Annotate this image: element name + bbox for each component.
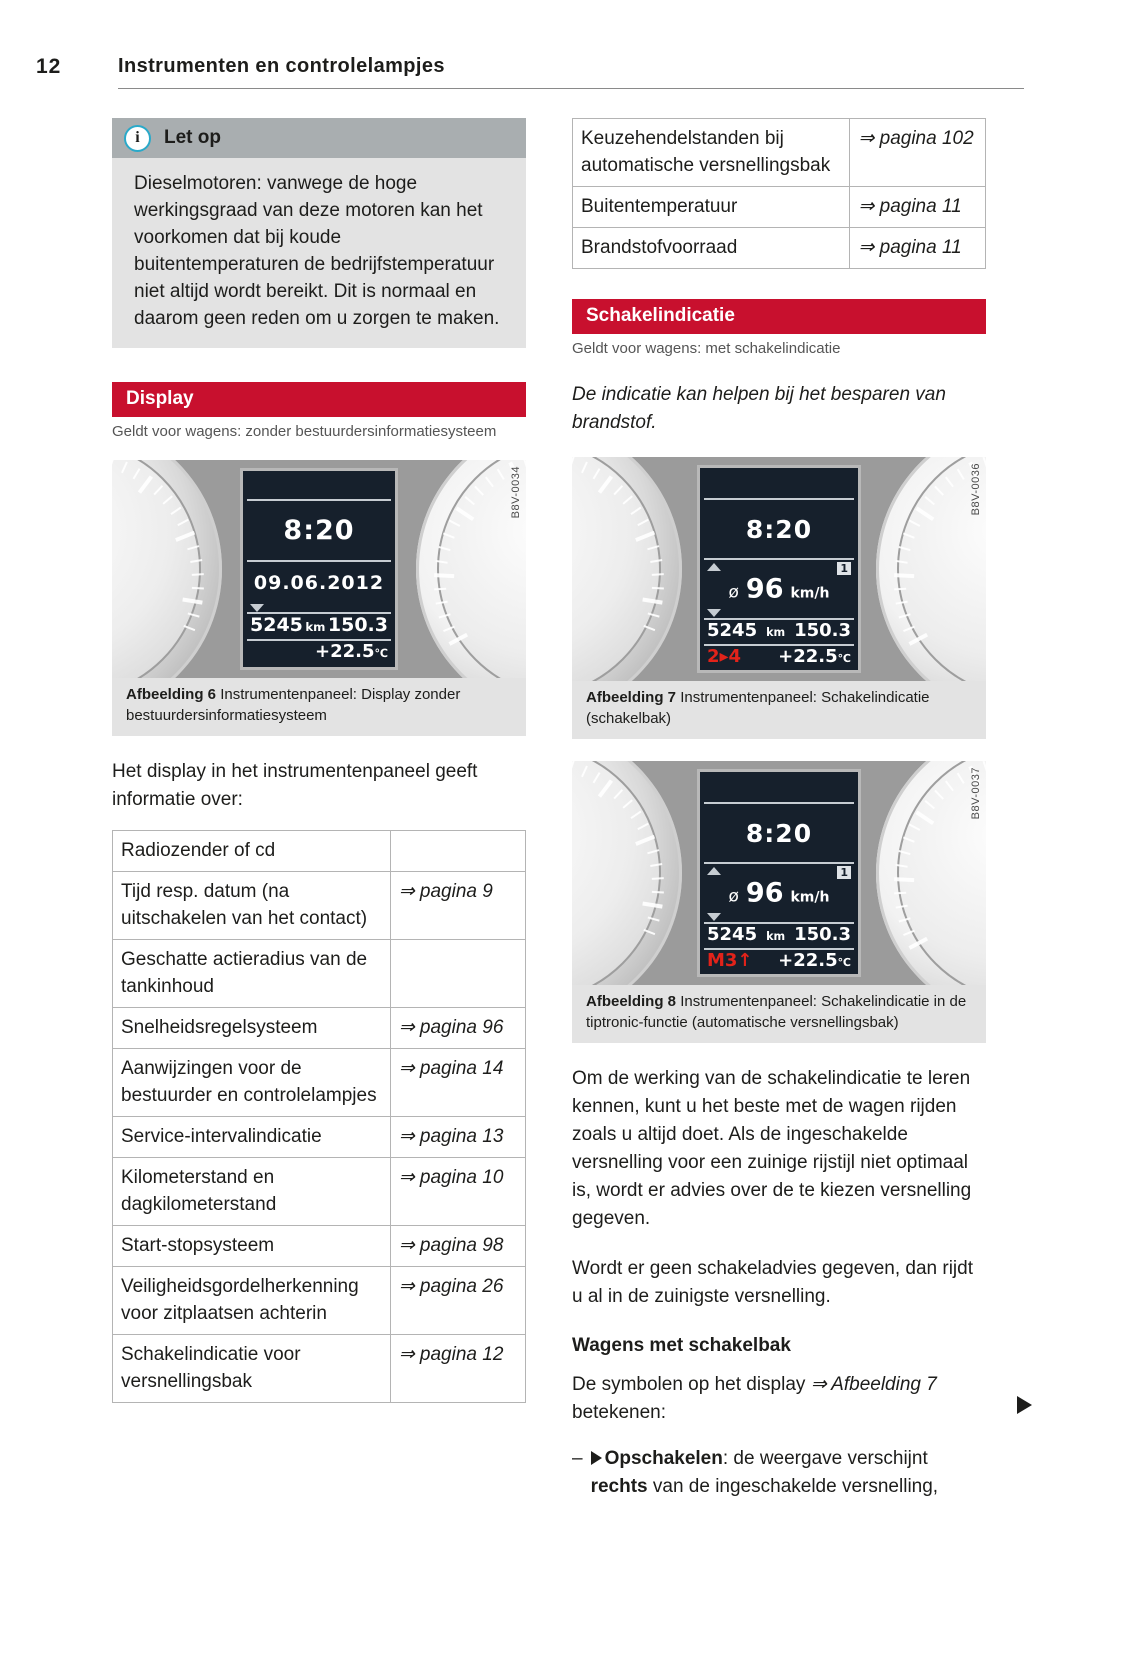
table-cell-item: Aanwijzingen voor de bestuurder en controlelampjes xyxy=(113,1049,391,1117)
figure-8-caption xyxy=(572,985,986,1043)
section-heading-schakelindicatie: Schakelindicatie xyxy=(572,299,986,334)
page-number: 12 xyxy=(36,55,62,78)
table-cell-item: Buitentemperatuur xyxy=(573,187,850,228)
table-row xyxy=(573,187,986,228)
table-cell-reference[interactable]: ⇒ pagina 13 xyxy=(390,1117,525,1158)
table-cell-item: Keuzehendelstanden bij automatische versnellingsbak xyxy=(573,119,850,187)
table-row xyxy=(573,228,986,269)
left-dial xyxy=(572,761,682,985)
average-symbol: ø xyxy=(728,582,739,603)
section-subtitle-display: Geldt voor wagens: zonder bestuurdersinformatiesysteem xyxy=(112,423,497,440)
figure-6-caption xyxy=(112,678,526,736)
page-header xyxy=(0,55,1142,97)
odometer-value: 5245 xyxy=(707,924,758,946)
gear-badge: 1 xyxy=(837,866,851,879)
temperature-unit: ℃ xyxy=(837,955,851,969)
bullet-dash: – xyxy=(572,1448,583,1469)
shift-bullet-1 xyxy=(572,1445,986,1501)
shift-lead-paragraph: De indicatie kan helpen bij het besparen van brandstof. xyxy=(572,384,946,433)
shift-subheading: Wagens met schakelbak xyxy=(572,1335,791,1356)
table-cell-reference[interactable]: ⇒ pagina 11 xyxy=(850,187,986,228)
speed-value: 96 xyxy=(745,573,784,605)
table-cell-reference[interactable]: ⇒ pagina 98 xyxy=(390,1226,525,1267)
figure-7-caption-text: Instrumentenpaneel: Schakelindicatie (schakelbak) xyxy=(586,689,930,727)
figure-8-caption-text: Instrumentenpaneel: Schakelindicatie in de tiptronic-functie (automatische versnellingsbak) xyxy=(586,993,967,1031)
odometer-unit: km xyxy=(766,626,786,640)
display-screen-6 xyxy=(240,468,398,670)
clock-readout: 8:20 xyxy=(745,514,813,544)
table-row xyxy=(113,1049,526,1117)
table-cell-item: Service-intervalindicatie xyxy=(113,1117,391,1158)
table-cell-item: Radiozender of cd xyxy=(113,831,391,872)
gear-badge: 1 xyxy=(837,562,851,575)
temperature-unit: ℃ xyxy=(837,651,851,665)
table-row xyxy=(113,940,526,1008)
section-subtitle-schakelindicatie: Geldt voor wagens: met schakelindicatie xyxy=(572,340,841,357)
continuation-arrow-icon xyxy=(1017,1396,1032,1414)
temperature-unit: ℃ xyxy=(374,647,388,661)
table-cell-item: Geschatte actieradius van de tankinhoud xyxy=(113,940,391,1008)
header-divider xyxy=(118,88,1024,89)
right-column xyxy=(572,118,986,1501)
figure-8-caption-label: Afbeelding 8 xyxy=(586,993,677,1010)
table-cell-item: Tijd resp. datum (na uitschakelen van het contact) xyxy=(113,872,391,940)
display-screen-8 xyxy=(697,769,861,977)
shift-paragraph-3-a: De symbolen op het display xyxy=(572,1374,811,1395)
continued-reference-table xyxy=(572,118,986,269)
table-cell-reference[interactable]: ⇒ pagina 102 xyxy=(850,119,986,187)
figure-8-code: B8V-0037 xyxy=(970,767,982,820)
arrow-down-icon xyxy=(707,913,721,921)
table-row xyxy=(113,872,526,940)
trip-value: 150.3 xyxy=(794,924,851,946)
table-row xyxy=(113,1117,526,1158)
trip-value: 150.3 xyxy=(327,613,388,636)
temperature-value: +22.5 xyxy=(778,949,838,971)
instrument-cluster-graphic xyxy=(112,460,526,678)
figure-8 xyxy=(572,761,986,1043)
table-row xyxy=(113,1267,526,1335)
date-readout: 09.06.2012 xyxy=(253,571,385,594)
shift-indication: M3↑ xyxy=(707,949,753,971)
bullet-1-emphasis: rechts xyxy=(590,1476,648,1497)
figure-7-code: B8V-0036 xyxy=(970,463,982,516)
note-title: Let op xyxy=(164,127,221,148)
shift-paragraph-3-b: betekenen: xyxy=(572,1402,667,1423)
info-icon: i xyxy=(124,125,151,152)
speed-unit: km/h xyxy=(790,889,830,906)
note-header xyxy=(112,118,526,158)
table-cell-reference[interactable]: ⇒ pagina 10 xyxy=(390,1158,525,1226)
table-cell-item: Veiligheidsgordelherkenning voor zitplaatsen achterin xyxy=(113,1267,391,1335)
section-heading-display: Display xyxy=(112,382,526,417)
table-row xyxy=(113,1008,526,1049)
figure-6-code: B8V-0034 xyxy=(510,466,522,519)
shift-paragraph-3-ref: ⇒ Afbeelding 7 xyxy=(810,1374,937,1395)
display-reference-table xyxy=(112,830,526,1403)
temperature-value: +22.5 xyxy=(778,645,838,667)
table-row xyxy=(113,1158,526,1226)
shift-paragraph-2: Wordt er geen schakeladvies gegeven, dan rijdt u al in de zuinigste versnelling. xyxy=(572,1258,974,1307)
shift-paragraph-1: Om de werking van de schakelindicatie te leren kennen, kunt u het beste met de wagen rijden zoals u altijd doet. Als de ingeschakelde versnelling voor een zuinige rijstijl niet optimaal is, wordt er advies over de te kiezen versnelling gegeven. xyxy=(572,1068,972,1229)
table-row xyxy=(573,119,986,187)
figure-7-caption xyxy=(572,681,986,739)
left-dial xyxy=(112,460,222,678)
average-symbol: ø xyxy=(728,886,739,907)
left-dial xyxy=(572,457,682,681)
clock-readout: 8:20 xyxy=(745,818,813,848)
page-title: Instrumenten en controlelampjes xyxy=(118,55,445,77)
table-cell-reference[interactable]: ⇒ pagina 26 xyxy=(390,1267,525,1335)
table-cell-item: Start-stopsysteem xyxy=(113,1226,391,1267)
odometer-value: 5245 xyxy=(707,620,758,642)
arrow-down-icon xyxy=(707,609,721,617)
trip-value: 150.3 xyxy=(794,620,851,642)
table-cell-item: Schakelindicatie voor versnellingsbak xyxy=(113,1335,391,1403)
figure-8-image xyxy=(572,761,986,985)
table-row xyxy=(113,1335,526,1403)
odometer-unit: km xyxy=(305,619,326,634)
clock-readout: 8:20 xyxy=(283,515,355,547)
triangle-right-icon xyxy=(591,1451,602,1465)
arrow-down-icon xyxy=(250,604,264,612)
table-cell-reference[interactable]: ⇒ pagina 96 xyxy=(390,1008,525,1049)
note-body: Dieselmotoren: vanwege de hoge werkingsgraad van deze motoren kan het voorkomen dat bij koude buitentemperaturen de bedrijfstemperatuur niet altijd wordt bereikt. Dit is normaal en daarom geen reden om u zorgen te maken. xyxy=(134,173,500,329)
bullet-1-text-a: : de weergave verschijnt xyxy=(722,1448,928,1469)
table-cell-item: Kilometerstand en dagkilometerstand xyxy=(113,1158,391,1226)
odometer-unit: km xyxy=(766,930,786,944)
figure-6-caption-label: Afbeelding 6 xyxy=(126,686,217,703)
figure-6-image xyxy=(112,460,526,678)
table-cell-reference[interactable] xyxy=(390,831,525,872)
speed-value: 96 xyxy=(745,877,784,909)
temperature-value: +22.5 xyxy=(314,641,375,663)
table-cell-reference[interactable]: ⇒ pagina 14 xyxy=(390,1049,525,1117)
shift-indication: 2▸4 xyxy=(707,645,742,667)
figure-6 xyxy=(112,460,526,736)
display-screen-7 xyxy=(697,465,861,673)
table-cell-reference[interactable] xyxy=(390,940,525,1008)
figure-7-caption-label: Afbeelding 7 xyxy=(586,689,677,706)
table-row xyxy=(113,831,526,872)
display-intro-paragraph: Het display in het instrumentenpaneel geeft informatie over: xyxy=(112,761,478,810)
table-row xyxy=(113,1226,526,1267)
table-cell-reference[interactable]: ⇒ pagina 9 xyxy=(390,872,525,940)
table-cell-reference[interactable]: ⇒ pagina 11 xyxy=(850,228,986,269)
note-box xyxy=(112,118,526,348)
arrow-up-icon xyxy=(707,867,721,875)
figure-7 xyxy=(572,457,986,739)
figure-7-image xyxy=(572,457,986,681)
bullet-1-term: Opschakelen xyxy=(604,1448,723,1469)
speed-unit: km/h xyxy=(790,585,830,602)
bullet-1-text-b: van de ingeschakelde versnelling, xyxy=(647,1476,939,1497)
table-cell-reference[interactable]: ⇒ pagina 12 xyxy=(390,1335,525,1403)
table-cell-item: Snelheidsregelsysteem xyxy=(113,1008,391,1049)
shift-paragraph-3 xyxy=(572,1371,986,1427)
odometer-value: 5245 xyxy=(250,613,303,636)
left-column xyxy=(112,118,526,1403)
arrow-up-icon xyxy=(707,563,721,571)
figure-6-caption-text: Instrumentenpaneel: Display zonder bestuurdersinformatiesysteem xyxy=(126,686,461,724)
table-cell-item: Brandstofvoorraad xyxy=(573,228,850,269)
